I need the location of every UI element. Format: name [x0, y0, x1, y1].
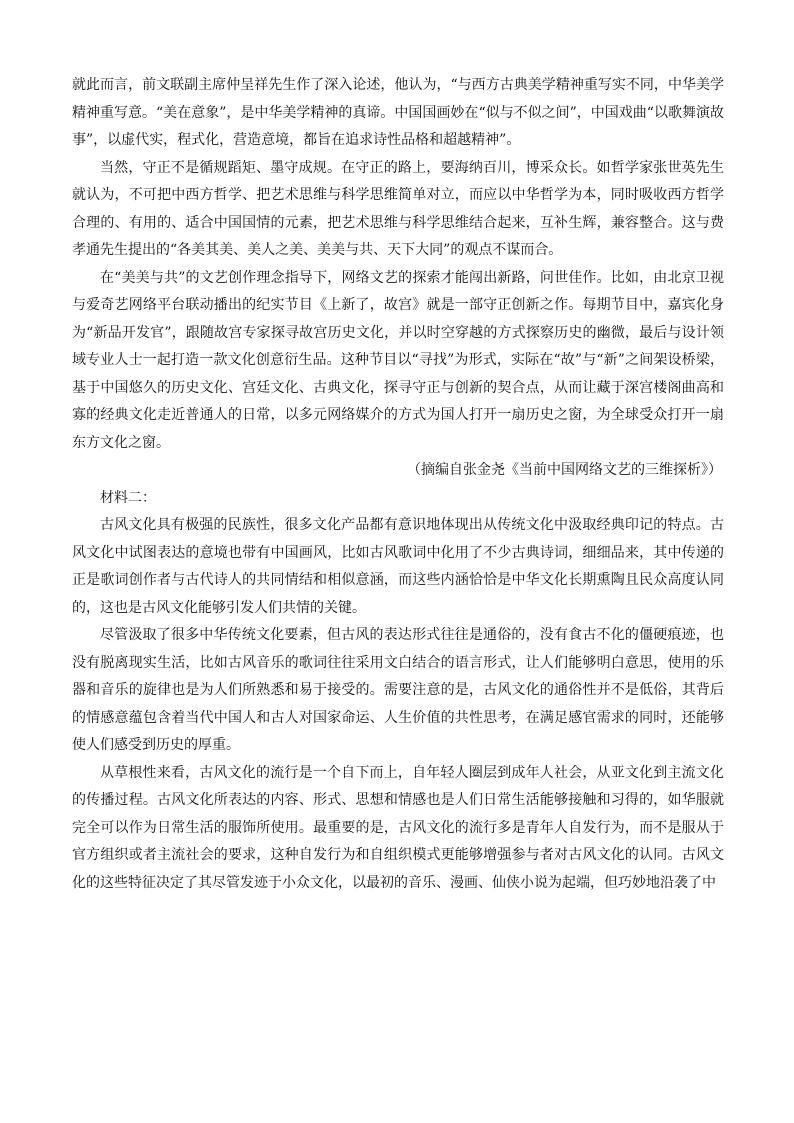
document-page [72, 72, 724, 897]
source-citation: （摘编自张金尧《当前中国网络文艺的三维探析》） [407, 462, 722, 478]
paragraph-shouzheng: 当然，守正不是循规蹈矩、墨守成规。在守正的路上，要海纳百川，博采众长。如哲学家张世英先生就认为，不可把中西方哲学、把艺术思维与科学思维简单对立，而应以中华哲学为本，同时吸收西方哲学合理的、有用的、适合中国国情的元素，把艺术思维与科学思维结合起来，互补生辉，兼容整合。这与费孝通先生提出的“各美其美、美人之美、美美与共、天下大同”的观点不谋而合。 [72, 159, 724, 258]
paragraph-minzuxing: 古风文化具有极强的民族性，很多文化产品都有意识地体现出从传统文化中汲取经典印记的特点。古风文化中试图表达的意境也带有中国画风，比如古风歌词中化用了不少古典诗词，细细品来，其中传递的正是歌词创作者与古代诗人的共同情结和相似意涵，而这些内涵恰恰是中华文化长期熏陶且民众高度认同的，这也是古风文化能够引发人们共情的关键。 [72, 517, 724, 616]
paragraph-tongsuxing: 尽管汲取了很多中华传统文化要素，但古风的表达形式往往是通俗的，没有食古不化的僵硬痕迹，也没有脱离现实生活，比如古风音乐的歌词往往采用文白结合的语言形式，让人们能够明白意思，使用的乐器和音乐的旋律也是为人们所熟悉和易于接受的。需要注意的是，古风文化的通俗性并不是低俗，其背后的情感意蕴包含着当代中国人和古人对国家命运、人生价值的共性思考，在满足感官需求的同时，还能够使人们感受到历史的厚重。 [72, 627, 724, 753]
paragraph-intro: 就此而言，前文联副主席仲呈祥先生作了深入论述，他认为，“与西方古典美学精神重写实不同，中华美学精神重写意。“美在意象”，是中华美学精神的真谛。中国国画妙在“似与不似之间”，中国戏曲“以歌舞演故事”，以虚代实，程式化，营造意境，都旨在追求诗性品格和超越精神”。 [72, 77, 724, 148]
paragraph-meimei-yugong: 在“美美与共”的文艺创作理念指导下，网络文艺的探索才能闯出新路，问世佳作。比如，由北京卫视与爱奇艺网络平台联动播出的纪实节目《上新了，故宫》就是一部守正创新之作。每期节目中，嘉宾化身为“新品开发官”，跟随故宫专家探寻故宫历史文化，并以时空穿越的方式探察历史的幽微，最后与设计领域专业人士一起打造一款文化创意衍生品。这种节目以“寻找”为形式，实际在“故”与“新”之间架设桥梁，基于中国悠久的历史文化、宫廷文化、古典文化，探寻守正与创新的契合点，从而让藏于深宫楼阁曲高和寡的经典文化走近普通人的日常，以多元网络媒介的方式为国人打开一扇历史之窗，为全球受众打开一扇东方文化之窗。 [72, 269, 724, 451]
paragraph-caogenxing: 从草根性来看，古风文化的流行是一个自下而上，自年轻人圈层到成年人社会，从亚文化到主流文化的传播过程。古风文化所表达的内容、形式、思想和情感也是人们日常生活能够接触和习得的，如华服就完全可以作为日常生活的服饰所使用。最重要的是，古风文化的流行多是青年人自发行为，而不是服从于官方组织或者主流社会的要求，这种自发行为和自组织模式更能够增强参与者对古风文化的认同。古风文化的这些特征决定了其尽管发迹于小众文化，以最初的音乐、漫画、仙侠小说为起端，但巧妙地沿袭了中 [72, 764, 724, 891]
material-heading: 材料二： [100, 489, 156, 506]
